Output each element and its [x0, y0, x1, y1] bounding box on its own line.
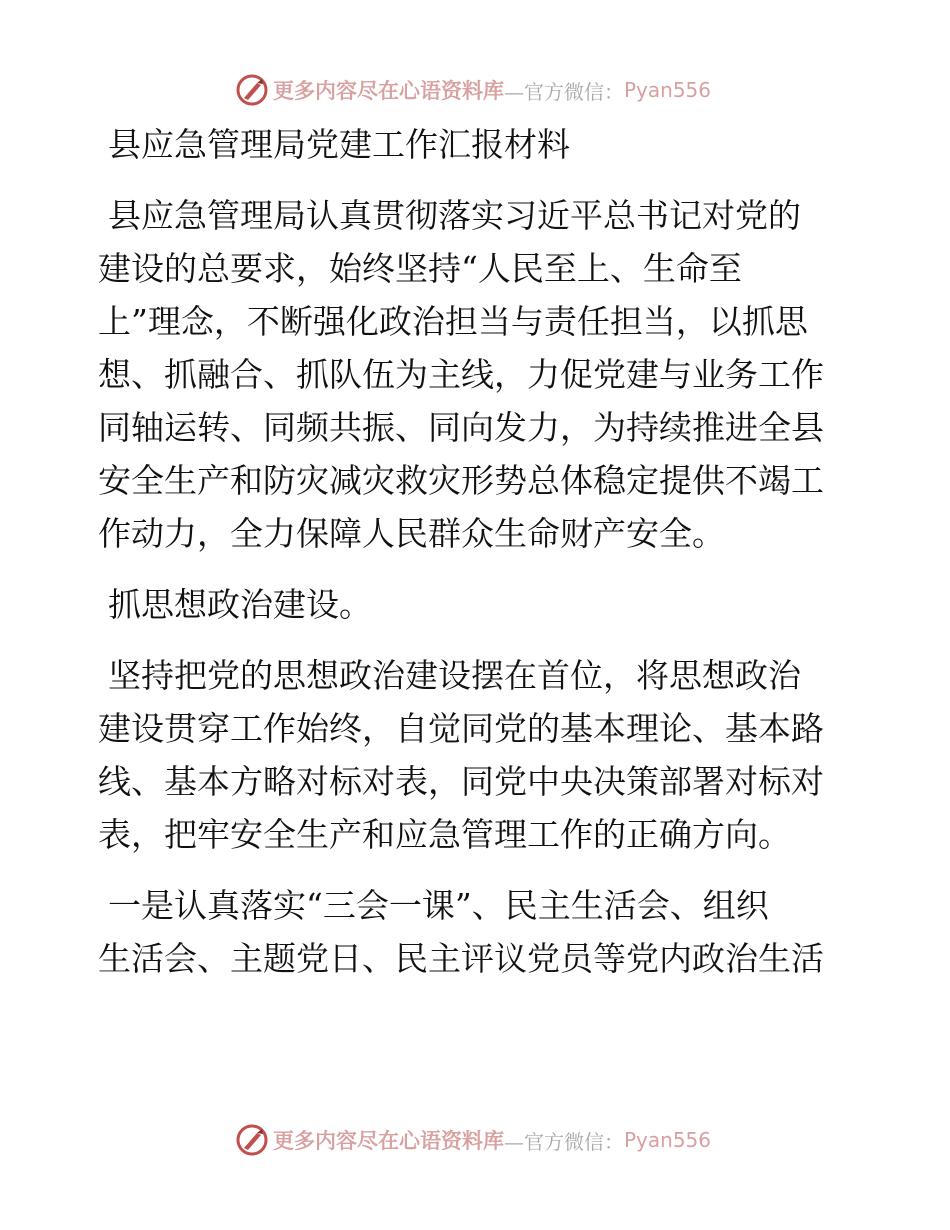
- paragraph-line: 线、基本方略对标对表，同党中央决策部署对标对: [98, 762, 824, 801]
- watermark-wechat-id: Pyan556: [624, 78, 712, 102]
- header-watermark: [235, 72, 711, 108]
- paragraph-line: 想、抓融合、抓队伍为主线，力促党建与业务工作: [98, 355, 824, 394]
- paragraph-first-point: [98, 879, 850, 985]
- paragraph-line: 一是认真落实“三会一课”、民主生活会、组织: [108, 886, 769, 925]
- paragraph-line: 上”理念，不断强化政治担当与责任担当，以抓思: [98, 302, 808, 341]
- watermark-suffix: —官方微信：: [504, 1129, 624, 1154]
- document-title: 县应急管理局党建工作汇报材料: [108, 125, 570, 164]
- paragraph-line: 建设贯穿工作始终，自觉同党的基本理论、基本路: [98, 709, 824, 748]
- watermark-wechat-id: Pyan556: [624, 1128, 712, 1152]
- section-heading: [98, 578, 850, 631]
- paragraph-line: 同轴运转、同频共振、同向发力，为持续推进全县: [98, 408, 824, 447]
- watermark-prefix: 更多内容尽在心语资料库: [273, 1128, 504, 1153]
- paragraph-line: 作动力，全力保障人民群众生命财产安全。: [98, 514, 725, 553]
- paragraph-line: 生活会、主题党日、民主评议党员等党内政治生活: [98, 939, 824, 978]
- footer-watermark: [235, 1122, 711, 1158]
- paragraph-line: 安全生产和防灾减灾救灾形势总体稳定提供不竭工: [98, 461, 824, 500]
- paragraph-political: [98, 649, 850, 861]
- paragraph-line: 县应急管理局认真贯彻落实习近平总书记对党的: [108, 196, 801, 235]
- quill-logo-icon: [235, 1123, 269, 1157]
- paragraph-line: 建设的总要求，始终坚持“人民至上、生命至: [98, 249, 742, 288]
- paragraph-line: 坚持把党的思想政治建设摆在首位，将思想政治: [108, 656, 801, 695]
- quill-logo-icon: [235, 73, 269, 107]
- paragraph-intro: [98, 189, 850, 560]
- paragraph-line: 表，把牢安全生产和应急管理工作的正确方向。: [98, 815, 791, 854]
- section-heading-text: 抓思想政治建设。: [108, 585, 372, 624]
- document-body: [98, 118, 850, 1003]
- watermark-prefix: 更多内容尽在心语资料库: [273, 78, 504, 103]
- watermark-suffix: —官方微信：: [504, 79, 624, 104]
